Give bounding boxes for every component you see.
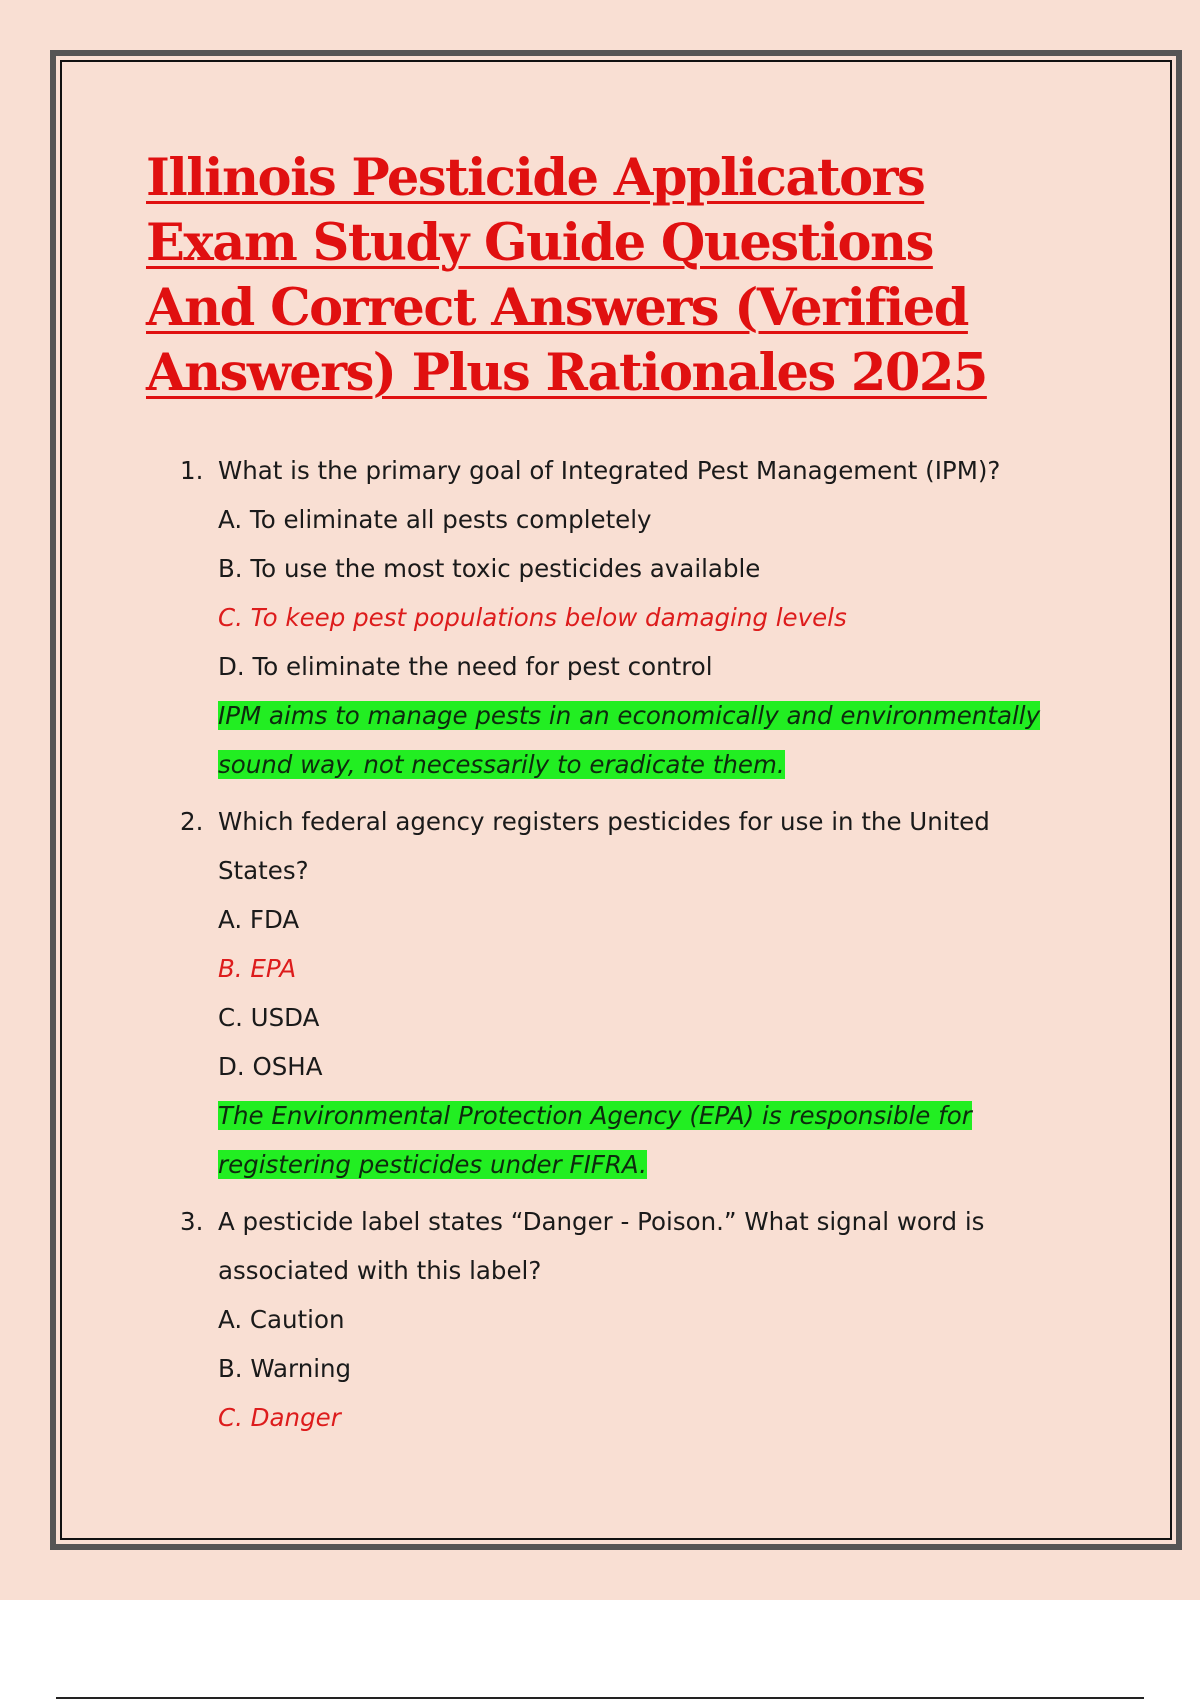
- answer-option: D. To eliminate the need for pest control: [218, 652, 713, 681]
- correct-answer-option: B. EPA: [218, 954, 297, 983]
- correct-answer-option: C. To keep pest populations below damaging levels: [218, 603, 847, 632]
- answer-option: B. Warning: [218, 1354, 352, 1383]
- rationale: [218, 691, 1080, 789]
- question-text: A pesticide label states “Danger - Poison.” What signal word is associated with this label?: [218, 1207, 985, 1285]
- answer-option: A. FDA: [218, 905, 300, 934]
- answer-option: B. To use the most toxic pesticides available: [218, 554, 761, 583]
- rationale-text: IPM aims to manage pests in an economically and environmentally sound way, not necessarily to eradicate them.: [218, 701, 1041, 779]
- correct-answer-option: C. Danger: [218, 1403, 341, 1432]
- answer-option: A. Caution: [218, 1305, 345, 1334]
- answer-option: A. To eliminate all pests completely: [218, 505, 652, 534]
- question-number: 1.: [180, 456, 204, 485]
- question-text: Which federal agency registers pesticides for use in the United States?: [218, 807, 990, 885]
- question-text: What is the primary goal of Integrated Pest Management (IPM)?: [218, 456, 1001, 485]
- answer-option: C. USDA: [218, 1003, 320, 1032]
- rationale: [218, 1091, 1080, 1189]
- footer-divider: [56, 1697, 1144, 1699]
- question-number: 3.: [180, 1207, 204, 1236]
- question-1: [180, 446, 1080, 789]
- document-title: Illinois Pesticide Applicators Exam Study Guide Questions And Correct Answers (Verified Answers) Plus Rationales 2025: [146, 148, 987, 403]
- question-list: [180, 446, 1080, 1450]
- answer-option: D. OSHA: [218, 1052, 323, 1081]
- question-3: [180, 1197, 1080, 1442]
- rationale-text: The Environmental Protection Agency (EPA) is responsible for registering pesticides under FIFRA.: [218, 1101, 972, 1179]
- question-2: [180, 797, 1080, 1189]
- question-number: 2.: [180, 807, 204, 836]
